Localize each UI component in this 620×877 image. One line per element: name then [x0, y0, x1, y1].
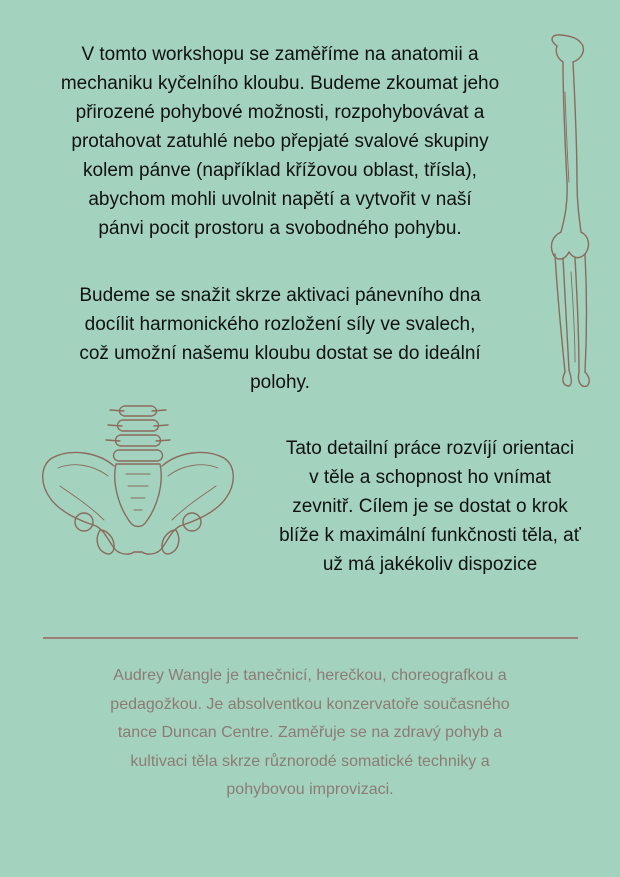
section-divider [43, 637, 578, 639]
bio-line: kultivaci těla skrze různorodé somatické techniky a [130, 752, 490, 770]
intro-line: kolem pánve (například křížovou oblast, třísla), [83, 160, 477, 181]
intro-line: protahovat zatuhlé nebo přepjaté svalové skupiny [71, 131, 489, 152]
intro-line: mechaniku kyčelního kloubu. Budeme zkoumat jeho [60, 73, 500, 94]
orientation-line: v těle a schopnost ho vnímat [309, 467, 551, 488]
pelvic-floor-line: docílit harmonického rozložení síly ve svalech, [84, 314, 476, 335]
intro-line: abychom mohli uvolnit napětí a vytvořit v naší [88, 189, 472, 210]
pelvic-floor-paragraph [20, 281, 540, 397]
pelvis-icon [38, 402, 238, 562]
intro-line: V tomto workshopu se zaměříme na anatomii a [81, 44, 479, 65]
orientation-line: zevnitř. Cílem je se dostat o krok [292, 496, 568, 517]
bio-paragraph [40, 662, 580, 805]
orientation-line: už má jakékoliv dispozice [322, 554, 538, 575]
intro-paragraph [20, 40, 540, 243]
orientation-line: Tato detailní práce rozvíjí orientaci [285, 438, 575, 459]
pelvic-floor-line: což umožní našemu kloubu dostat se do ideální [79, 343, 481, 364]
orientation-paragraph [252, 434, 608, 579]
bio-line: Audrey Wangle je tanečnicí, herečkou, choreografkou a [113, 667, 507, 684]
bio-line: pedagožkou. Je absolventkou konzervatoře současného [110, 695, 510, 713]
intro-line: přirozené pohybové možnosti, rozpohybovávat a [75, 102, 485, 123]
pelvic-floor-line: polohy. [250, 372, 310, 393]
forearm-bones-icon [535, 32, 597, 392]
bio-line: pohybovou improvizaci. [226, 781, 394, 798]
pelvic-floor-line: Budeme se snažit skrze aktivaci pánevního dna [79, 285, 481, 306]
intro-line: pánvi pocit prostoru a svobodného pohybu. [98, 218, 462, 239]
bio-line: tance Duncan Centre. Zaměřuje se na zdravý pohyb a [117, 724, 503, 741]
orientation-line: blíže k maximální funkčnosti těla, ať [279, 525, 581, 546]
